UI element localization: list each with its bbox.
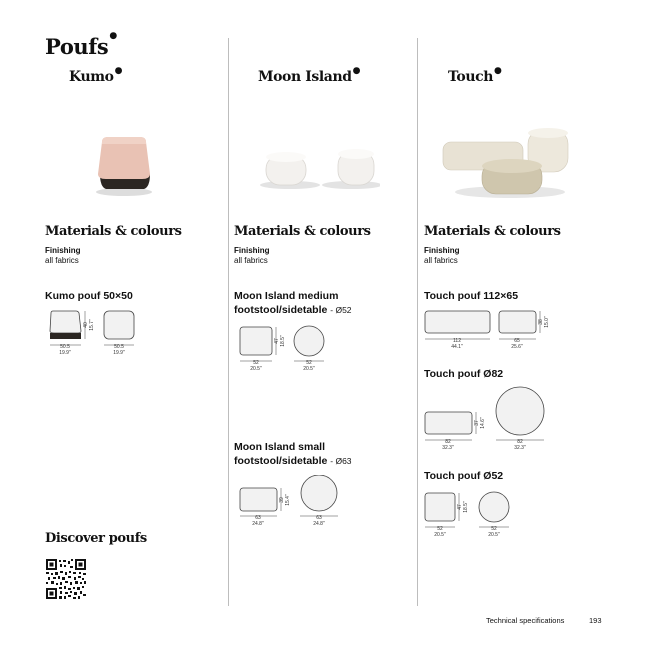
kumo-pouf-photo bbox=[92, 132, 156, 198]
product-name-touch-52: Touch pouf Ø52 bbox=[424, 470, 504, 482]
product-name-moon-small: Moon Island small footstool/sidetable - Ø63 bbox=[234, 441, 352, 467]
svg-text:44.1": 44.1" bbox=[451, 344, 463, 350]
moon-medium-dimension-drawing bbox=[236, 324, 336, 374]
svg-text:82: 82 bbox=[445, 439, 451, 445]
discover-poufs-link[interactable]: Discover poufs bbox=[45, 531, 147, 546]
svg-text:20.5": 20.5" bbox=[488, 532, 500, 538]
svg-text:47: 47 bbox=[457, 504, 463, 510]
kumo-side-width-in: 19.9" bbox=[59, 350, 71, 356]
column-title-touch: Touch● bbox=[448, 66, 502, 85]
page-title: Poufs● bbox=[45, 31, 117, 59]
kumo-top-width-cm: 50.5 bbox=[114, 344, 124, 350]
kumo-dimension-drawing bbox=[46, 309, 146, 359]
column-divider bbox=[417, 38, 418, 606]
svg-text:82: 82 bbox=[517, 439, 523, 445]
kumo-height-in: 15.7" bbox=[89, 319, 95, 331]
svg-text:20.5": 20.5" bbox=[250, 366, 262, 372]
product-name-touch-112: Touch pouf 112×65 bbox=[424, 290, 519, 302]
finishing-value: all fabrics bbox=[234, 256, 268, 265]
svg-text:52: 52 bbox=[306, 360, 312, 366]
svg-text:14.6": 14.6" bbox=[480, 417, 486, 429]
product-name-kumo: Kumo pouf 50×50 bbox=[45, 290, 133, 302]
svg-text:52: 52 bbox=[437, 526, 443, 532]
kumo-side-width-cm: 50.5 bbox=[60, 344, 70, 350]
product-name-touch-82: Touch pouf Ø82 bbox=[424, 368, 504, 380]
svg-text:32.3": 32.3" bbox=[514, 445, 526, 451]
finishing-label: Finishing bbox=[234, 246, 270, 255]
svg-text:47: 47 bbox=[274, 338, 280, 344]
finishing-value: all fabrics bbox=[424, 256, 458, 265]
moon-small-dimension-drawing bbox=[236, 475, 346, 530]
svg-text:39: 39 bbox=[279, 497, 285, 503]
svg-text:65: 65 bbox=[514, 338, 520, 344]
finishing-label: Finishing bbox=[424, 246, 460, 255]
svg-text:38: 38 bbox=[538, 319, 544, 325]
svg-text:63: 63 bbox=[255, 515, 261, 521]
svg-text:63: 63 bbox=[316, 515, 322, 521]
touch-82-dimension-drawing bbox=[422, 385, 552, 455]
svg-text:112: 112 bbox=[453, 338, 461, 344]
svg-text:20.5": 20.5" bbox=[434, 532, 446, 538]
svg-text:18.5": 18.5" bbox=[463, 501, 469, 513]
svg-text:25.6": 25.6" bbox=[511, 344, 523, 350]
footer-label: Technical specifications bbox=[486, 616, 565, 625]
moon-island-photo bbox=[240, 147, 380, 192]
product-name-moon-medium: Moon Island medium footstool/sidetable - Ø52 bbox=[234, 290, 352, 316]
page-number: 193 bbox=[589, 616, 602, 625]
touch-52-dimension-drawing bbox=[422, 490, 532, 540]
materials-heading: Materials & colours bbox=[234, 224, 371, 239]
qr-code-icon[interactable] bbox=[46, 559, 86, 599]
svg-text:18.5": 18.5" bbox=[280, 335, 286, 347]
column-title-moon-island: Moon Island● bbox=[258, 66, 361, 85]
svg-text:24.8": 24.8" bbox=[313, 521, 325, 527]
materials-heading: Materials & colours bbox=[424, 224, 561, 239]
svg-text:37: 37 bbox=[474, 420, 480, 426]
svg-text:32.3": 32.3" bbox=[442, 445, 454, 451]
svg-text:20.5": 20.5" bbox=[303, 366, 315, 372]
finishing-label: Finishing bbox=[45, 246, 81, 255]
kumo-top-width-in: 19.9" bbox=[113, 350, 125, 356]
svg-text:15.4": 15.4" bbox=[285, 494, 291, 506]
finishing-value: all fabrics bbox=[45, 256, 79, 265]
materials-heading: Materials & colours bbox=[45, 224, 182, 239]
column-title-kumo: Kumo● bbox=[69, 66, 123, 85]
touch-112-dimension-drawing bbox=[422, 308, 562, 353]
svg-text:15.0": 15.0" bbox=[544, 316, 550, 328]
column-divider bbox=[228, 38, 229, 606]
svg-text:52: 52 bbox=[491, 526, 497, 532]
kumo-height-cm: 40 bbox=[83, 322, 89, 328]
svg-text:52: 52 bbox=[253, 360, 259, 366]
svg-text:24.8": 24.8" bbox=[252, 521, 264, 527]
touch-pouf-photo bbox=[440, 126, 575, 201]
